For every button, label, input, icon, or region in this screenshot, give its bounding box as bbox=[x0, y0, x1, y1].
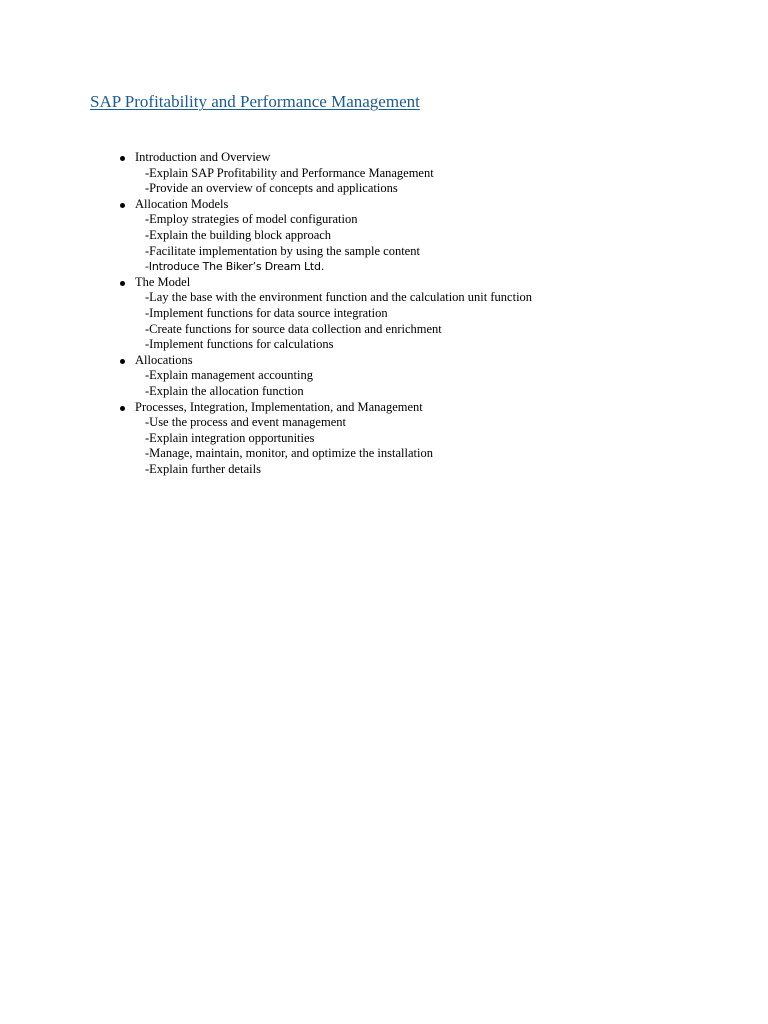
outline-section-allocations bbox=[112, 353, 532, 400]
bullet-icon bbox=[120, 203, 125, 208]
list-item: -Manage, maintain, monitor, and optimize the installation bbox=[145, 446, 433, 461]
section-items bbox=[112, 368, 532, 399]
bullet-icon bbox=[120, 406, 125, 411]
section-items bbox=[112, 212, 532, 274]
list-item: -Explain management accounting bbox=[145, 368, 313, 383]
list-item: -Explain further details bbox=[145, 461, 261, 476]
section-items bbox=[112, 166, 532, 197]
bullet-icon bbox=[120, 281, 125, 286]
list-item: -Create functions for source data collection and enrichment bbox=[145, 321, 442, 336]
list-item: -Implement functions for data source integration bbox=[145, 305, 388, 320]
list-item: -Introduce The Biker’s Dream Ltd. bbox=[145, 260, 325, 274]
section-heading: Processes, Integration, Implementation, and Management bbox=[135, 399, 423, 414]
outline-section-allocation-models bbox=[112, 197, 532, 275]
section-heading: Allocation Models bbox=[135, 196, 229, 211]
section-heading: The Model bbox=[135, 274, 191, 289]
outline-list bbox=[112, 150, 532, 477]
section-heading: Introduction and Overview bbox=[135, 150, 271, 164]
bullet-icon bbox=[120, 359, 125, 364]
section-items bbox=[112, 290, 532, 352]
outline-section-processes bbox=[112, 400, 532, 478]
list-item: -Provide an overview of concepts and applications bbox=[145, 181, 398, 196]
outline-section-introduction bbox=[112, 150, 532, 197]
list-item: -Employ strategies of model configuration bbox=[145, 212, 358, 227]
list-item: -Explain the allocation function bbox=[145, 383, 304, 398]
list-item: -Explain integration opportunities bbox=[145, 430, 315, 445]
outline-section-the-model bbox=[112, 275, 532, 353]
section-items bbox=[112, 415, 532, 477]
list-item: -Facilitate implementation by using the sample content bbox=[145, 243, 420, 258]
list-item: -Lay the base with the environment function and the calculation unit function bbox=[145, 290, 533, 305]
list-item: -Use the process and event management bbox=[145, 415, 346, 430]
list-item: -Implement functions for calculations bbox=[145, 337, 334, 352]
bullet-icon bbox=[120, 156, 125, 161]
section-heading: Allocations bbox=[135, 352, 193, 367]
document-title: SAP Profitability and Performance Management bbox=[90, 92, 420, 111]
list-item: -Explain SAP Profitability and Performance Management bbox=[145, 165, 434, 180]
list-item: -Explain the building block approach bbox=[145, 227, 332, 242]
